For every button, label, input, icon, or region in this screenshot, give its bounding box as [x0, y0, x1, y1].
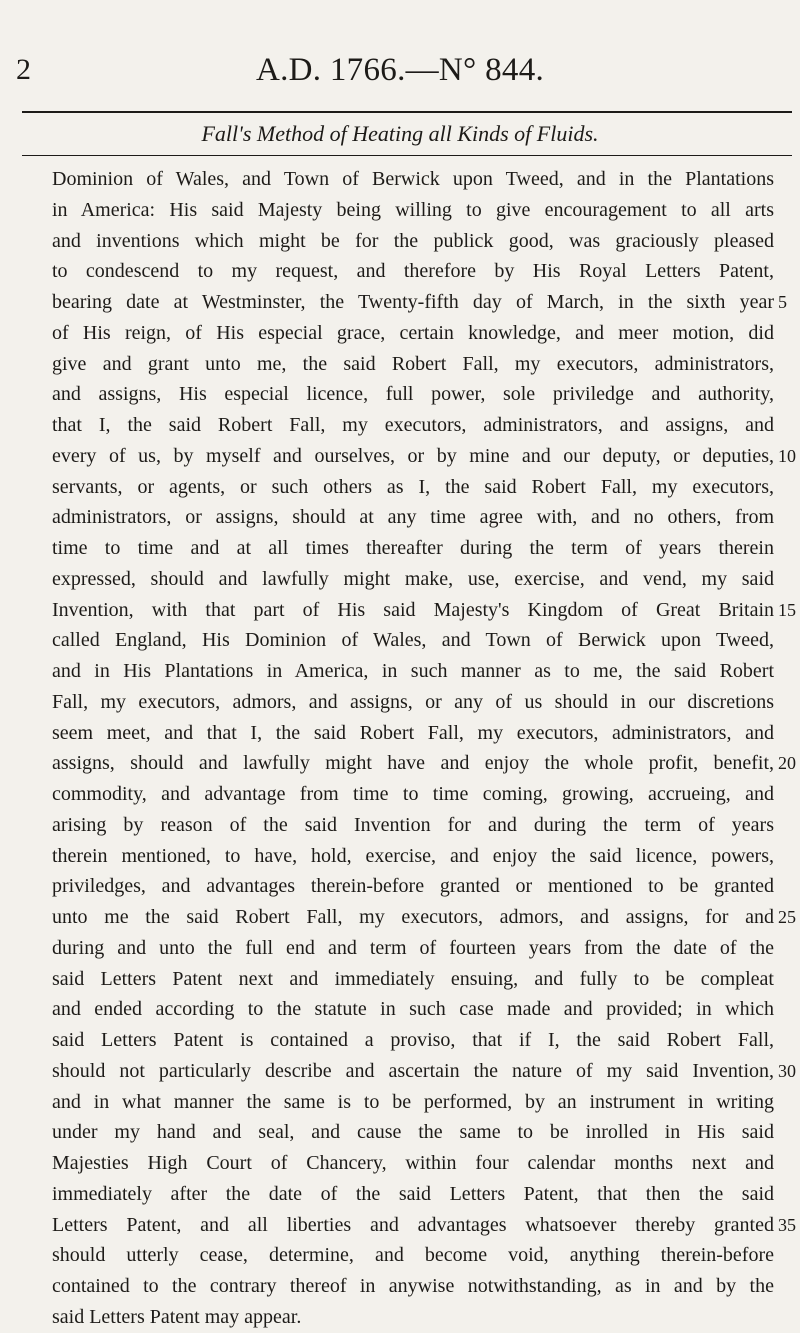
- text-line: should utterly cease, determine, and become void, anything therein-before: [52, 1244, 774, 1267]
- text-line: arising by reason of the said Invention for and during the term of years: [52, 813, 774, 836]
- header-rule: [22, 111, 792, 113]
- line-number-marker: 30: [778, 1060, 796, 1081]
- text-line: said Letters Patent next and immediately ensuing, and fully to be compleat: [52, 967, 774, 990]
- line-number-marker: 25: [778, 907, 796, 927]
- text-line: priviledges, and advantages therein-before granted or mentioned to be granted: [52, 875, 774, 898]
- line-number-marker: 20: [778, 753, 796, 774]
- text-line: Majesties High Court of Chancery, within four calendar months next and: [52, 1152, 774, 1174]
- text-line: and in His Plantations in America, in such manner as to me, the said Robert: [52, 660, 774, 682]
- text-line: under my hand and seal, and cause the same to be inrolled in His said: [52, 1121, 774, 1144]
- text-line: of His reign, of His especial grace, certain knowledge, and meer motion, did: [52, 321, 774, 344]
- text-line: and inventions which might be for the publick good, was graciously pleased: [52, 229, 774, 252]
- text-line: every of us, by myself and ourselves, or by mine and our deputy, or deputies,: [52, 444, 774, 467]
- text-line: should not particularly describe and ascertain the nature of my said Invention,: [52, 1059, 774, 1082]
- body-text: [52, 164, 774, 1333]
- text-line: immediately after the date of the said Letters Patent, that then the said: [52, 1182, 774, 1205]
- text-line: that I, the said Robert Fall, my executors, administrators, and assigns, and: [52, 414, 774, 436]
- text-line: assigns, should and lawfully might have and enjoy the whole profit, benefit,: [52, 752, 774, 775]
- text-line: contained to the contrary thereof in anywise notwithstanding, as in and by the: [52, 1275, 774, 1297]
- line-number-marker: 35: [778, 1214, 796, 1235]
- page-heading: A.D. 1766.—N° 844.: [255, 52, 545, 88]
- text-line: said Letters Patent is contained a proviso, that if I, the said Robert Fall,: [52, 1029, 774, 1051]
- text-line: during and unto the full end and term of fourteen years from the date of the: [52, 936, 774, 959]
- text-line: and assigns, His especial licence, full power, sole priviledge and authority,: [52, 383, 774, 406]
- text-line: give and grant unto me, the said Robert Fall, my executors, administrators,: [52, 352, 774, 375]
- text-line: seem meet, and that I, the said Robert Fall, my executors, administrators, and: [52, 721, 774, 744]
- text-line: servants, or agents, or such others as I, the said Robert Fall, my executors,: [52, 475, 774, 498]
- text-line: Fall, my executors, admors, and assigns, or any of us should in our discretions: [52, 690, 774, 713]
- text-line: and ended according to the statute in such case made and provided; in which: [52, 998, 774, 1021]
- line-number-marker: 5: [778, 292, 787, 312]
- text-line: time to time and at all times thereafter during the term of years therein: [52, 537, 774, 559]
- text-line: Invention, with that part of His said Majesty's Kingdom of Great Britain: [52, 598, 774, 621]
- line-number-marker: 15: [778, 599, 796, 620]
- running-title: Fall's Method of Heating all Kinds of Fluids.: [201, 121, 599, 146]
- title-rule: [22, 155, 792, 156]
- text-line: Dominion of Wales, and Town of Berwick upon Tweed, and in the Plantations: [52, 168, 774, 190]
- text-line: called England, His Dominion of Wales, and Town of Berwick upon Tweed,: [52, 629, 774, 652]
- text-line: therein mentioned, to have, hold, exercise, and enjoy the said licence, powers,: [52, 844, 774, 867]
- text-line: expressed, should and lawfully might make, use, exercise, and vend, my said: [52, 567, 774, 590]
- text-line: bearing date at Westminster, the Twenty-fifth day of March, in the sixth year: [52, 291, 774, 313]
- text-line: unto me the said Robert Fall, my executors, admors, and assigns, for and: [52, 906, 774, 928]
- page-number: 2: [16, 53, 31, 86]
- text-line: to condescend to my request, and therefore by His Royal Letters Patent,: [52, 260, 774, 283]
- text-line: in America: His said Majesty being willing to give encouragement to all arts: [52, 198, 774, 221]
- text-line: and in what manner the same is to be performed, by an instrument in writing: [52, 1090, 774, 1113]
- text-line: commodity, and advantage from time to time coming, growing, accrueing, and: [52, 783, 774, 805]
- line-number-marker: 10: [778, 445, 796, 466]
- text-line: administrators, or assigns, should at any time agree with, and no others, from: [52, 506, 774, 529]
- text-line: said Letters Patent may appear.: [52, 1305, 302, 1328]
- text-line: Letters Patent, and all liberties and advantages whatsoever thereby granted: [52, 1213, 774, 1236]
